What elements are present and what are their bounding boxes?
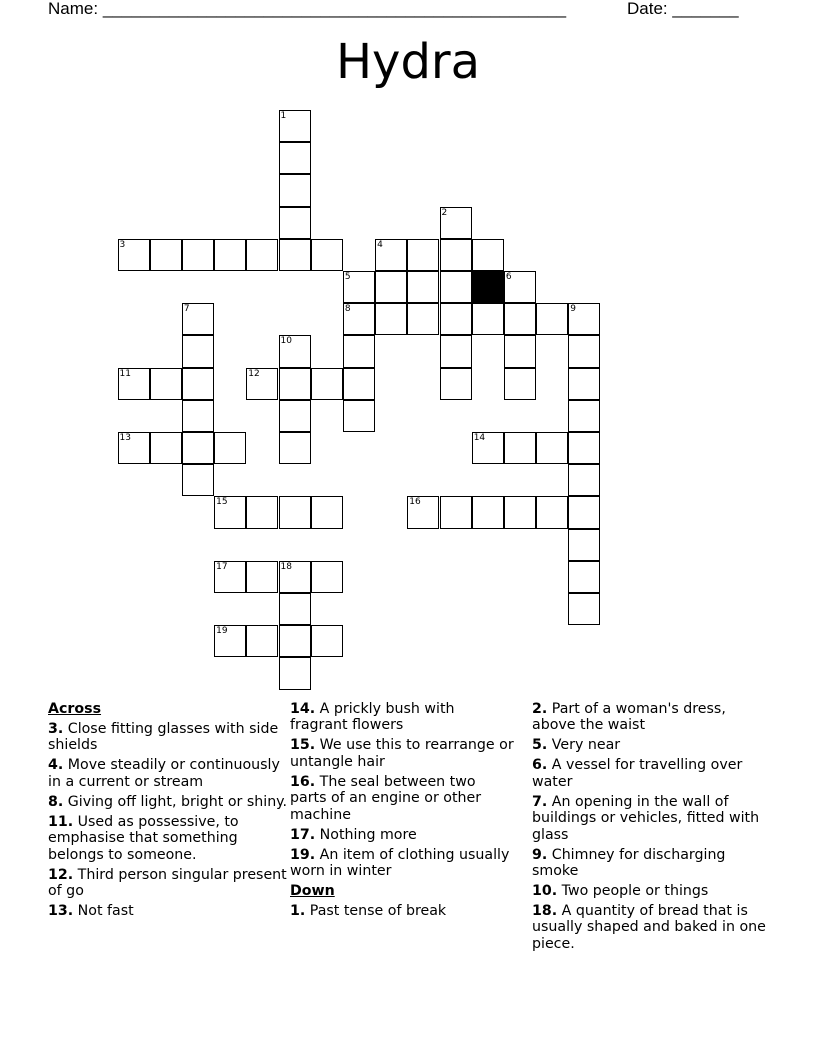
clue-number: 11 — [119, 368, 131, 379]
grid-cell[interactable] — [279, 400, 311, 432]
grid-cell[interactable] — [311, 239, 343, 271]
grid-cell[interactable] — [504, 432, 536, 464]
grid-cell[interactable] — [472, 496, 504, 528]
clue-down-7: 7. An opening in the wall of buildings or vehicles, fitted with glass — [532, 793, 760, 843]
grid-cell[interactable] — [279, 239, 311, 271]
grid-cell[interactable] — [150, 368, 182, 400]
grid-cell-11[interactable] — [118, 368, 150, 400]
clue-across-3: 3. Close fitting glasses with side shields — [48, 721, 279, 754]
clue-number: 15 — [216, 497, 228, 508]
grid-cell[interactable] — [407, 271, 439, 303]
grid-cell[interactable] — [311, 368, 343, 400]
grid-cell[interactable] — [407, 239, 439, 271]
clue-number: 7 — [183, 304, 190, 315]
grid-cell[interactable] — [150, 239, 182, 271]
grid-cell-4[interactable] — [375, 239, 407, 271]
grid-cell[interactable] — [182, 432, 214, 464]
clue-across-8: 8. Giving off light, bright or shiny. — [48, 793, 288, 810]
grid-cell[interactable] — [343, 368, 375, 400]
grid-cell-9[interactable] — [568, 303, 600, 335]
grid-cell[interactable] — [279, 368, 311, 400]
grid-cell[interactable] — [343, 335, 375, 367]
grid-cell[interactable] — [214, 239, 246, 271]
grid-cell[interactable] — [568, 432, 600, 464]
clue-number: 6 — [505, 272, 512, 282]
grid-cell[interactable] — [440, 496, 472, 528]
clue-number: 4 — [377, 239, 383, 250]
grid-cell-3[interactable] — [118, 239, 150, 271]
grid-cell[interactable] — [279, 496, 311, 528]
clue-number: 17 — [216, 561, 228, 572]
grid-cell[interactable] — [246, 239, 278, 271]
clue-across-16: 16. The seal between two parts of an engine or other machine — [290, 773, 482, 823]
clue-down-6: 6. A vessel for travelling over water — [532, 757, 743, 790]
clue-across-4: 4. Move steadily or continuously in a current or stream — [48, 757, 280, 790]
clue-down-10: 10. Two people or things — [532, 883, 709, 900]
down-heading: Down — [290, 883, 335, 900]
grid-cell[interactable] — [568, 335, 600, 367]
grid-cell-6[interactable] — [504, 271, 536, 303]
clue-number: 1 — [280, 111, 287, 121]
grid-cell[interactable] — [504, 368, 536, 400]
grid-cell[interactable] — [375, 303, 407, 335]
grid-cell[interactable] — [568, 400, 600, 432]
grid-cell[interactable] — [440, 271, 472, 303]
puzzle-title: Hydra — [335, 34, 481, 90]
clue-down-2: 2. Part of a woman's dress, above the waist — [532, 701, 726, 734]
date-label: Date: — [627, 0, 668, 18]
clue-down-5: 5. Very near — [532, 737, 621, 754]
clue-number: 18 — [280, 561, 292, 572]
grid-cell[interactable] — [440, 239, 472, 271]
grid-cell-15[interactable] — [214, 496, 246, 528]
grid-cell[interactable] — [311, 561, 343, 593]
grid-cell[interactable] — [311, 625, 343, 657]
grid-cell[interactable] — [343, 400, 375, 432]
grid-cell-5[interactable] — [343, 271, 375, 303]
grid-cell[interactable] — [504, 303, 536, 335]
name-label: Name: — [48, 0, 99, 18]
grid-cell[interactable] — [182, 368, 214, 400]
grid-cell[interactable] — [279, 625, 311, 657]
grid-cell[interactable] — [182, 335, 214, 367]
grid-cell[interactable] — [375, 271, 407, 303]
clue-column-2 — [290, 701, 515, 923]
grid-cell[interactable] — [504, 496, 536, 528]
across-heading: Across — [48, 701, 102, 717]
grid-cell[interactable] — [279, 432, 311, 464]
grid-cell[interactable] — [568, 529, 600, 561]
clue-across-14: 14. A prickly bush with fragrant flowers — [290, 701, 455, 734]
clue-down-1: 1. Past tense of break — [290, 903, 447, 920]
grid-cell[interactable] — [182, 239, 214, 271]
grid-cell-17[interactable] — [214, 561, 246, 593]
clue-number: 14 — [473, 433, 486, 443]
grid-cell[interactable] — [440, 335, 472, 367]
grid-cell[interactable] — [407, 303, 439, 335]
grid-cell[interactable] — [568, 496, 600, 528]
clue-number: 9 — [570, 304, 577, 315]
grid-cell[interactable] — [182, 464, 214, 496]
date-line: _______ — [672, 0, 739, 18]
grid-cell[interactable] — [311, 496, 343, 528]
clue-across-17: 17. Nothing more — [290, 826, 417, 843]
grid-cell-10[interactable] — [279, 335, 311, 367]
clue-across-15: 15. We use this to rearrange or untangle hair — [290, 737, 514, 770]
grid-cell[interactable] — [279, 207, 311, 239]
grid-cell[interactable] — [246, 625, 278, 657]
grid-cell[interactable] — [246, 561, 278, 593]
grid-cell[interactable] — [440, 303, 472, 335]
grid-cell-14[interactable] — [472, 432, 504, 464]
grid-cell[interactable] — [279, 174, 311, 206]
grid-cell-18[interactable] — [279, 561, 311, 593]
grid-cell-2[interactable] — [440, 207, 472, 239]
clue-across-11: 11. Used as possessive, to emphasise that something belongs to someone. — [48, 813, 239, 863]
clue-number: 12 — [248, 368, 260, 379]
clue-number: 8 — [344, 304, 351, 315]
grid-cell-7[interactable] — [182, 303, 214, 335]
grid-cell[interactable] — [150, 432, 182, 464]
grid-cell[interactable] — [568, 368, 600, 400]
grid-cell[interactable] — [504, 335, 536, 367]
clue-number: 3 — [119, 239, 126, 250]
clue-column-3 — [532, 701, 768, 956]
grid-cell-13[interactable] — [118, 432, 150, 464]
grid-cell[interactable] — [440, 368, 472, 400]
grid-cell-19[interactable] — [214, 625, 246, 657]
clue-number: 19 — [216, 626, 228, 637]
grid-cell[interactable] — [279, 593, 311, 625]
clue-column-1 — [48, 701, 288, 923]
grid-cell-16[interactable] — [407, 496, 439, 528]
clue-number: 5 — [344, 272, 351, 282]
grid-cell[interactable] — [536, 303, 568, 335]
grid-cell[interactable] — [472, 303, 504, 335]
clue-number: 2 — [441, 207, 448, 218]
grid-cell-8[interactable] — [343, 303, 375, 335]
grid-cell[interactable] — [279, 657, 311, 689]
grid-cell[interactable] — [536, 496, 568, 528]
grid-cell[interactable] — [536, 432, 568, 464]
clue-number: 10 — [280, 336, 292, 347]
clue-across-19: 19. An item of clothing usually worn in winter — [290, 846, 510, 880]
grid-cell[interactable] — [568, 561, 600, 593]
grid-cell[interactable] — [279, 142, 311, 174]
name-line: _________________________________________________ — [102, 0, 567, 18]
clue-across-13: 13. Not fast — [48, 903, 134, 920]
grid-cell[interactable] — [182, 400, 214, 432]
grid-cell[interactable] — [246, 496, 278, 528]
clue-down-18: 18. A quantity of bread that is usually shaped and baked in one piece. — [532, 903, 766, 952]
grid-cell[interactable] — [214, 432, 246, 464]
clue-down-9: 9. Chimney for discharging smoke — [532, 846, 726, 880]
grid-cell[interactable] — [568, 593, 600, 625]
black-cell — [472, 271, 504, 303]
clue-number: 16 — [409, 497, 421, 508]
grid-cell[interactable] — [472, 239, 504, 271]
clue-across-12: 12. Third person singular present of go — [48, 866, 287, 900]
clue-number: 13 — [119, 433, 131, 443]
grid-cell[interactable] — [568, 464, 600, 496]
grid-cell-1[interactable] — [279, 110, 311, 142]
grid-cell-12[interactable] — [246, 368, 278, 400]
